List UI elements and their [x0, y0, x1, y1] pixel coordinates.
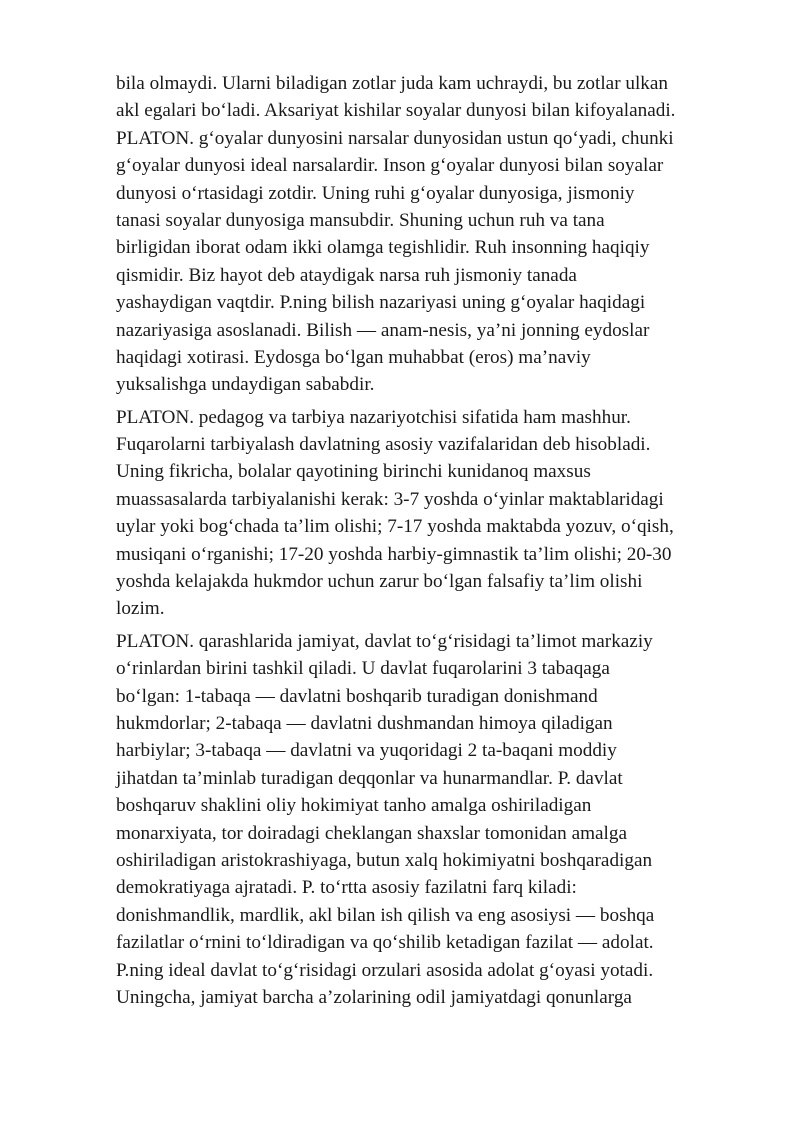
- text-line: bila olmaydi. Ularni biladigan zotlar juda kam uchraydi, bu zotlar ulkan: [116, 73, 669, 94]
- text-line: gʻoyalar dunyosi ideal narsalardir. Inson gʻoyalar dunyosi bilan soyalar: [116, 155, 664, 177]
- document-body: [116, 70, 736, 1011]
- text-line: musiqani oʻrganishi; 17-20 yoshda harbiy-gimnastik taʼlim olishi; 20-30: [116, 543, 672, 565]
- text-line: dunyosi oʻrtasidagi zotdir. Uning ruhi gʻoyalar dunyosiga, jismoniy: [116, 182, 635, 204]
- text-line: qismidir. Biz hayot deb ataydigak narsa ruh jismoniy tanada: [116, 264, 577, 286]
- text-line: PLATON. qarashlarida jamiyat, davlat toʻgʻrisidagi taʼlimot markaziy: [116, 630, 653, 652]
- text-line: monarxiyata, tor doiradagi cheklangan shaxslar tomonidan amalga: [116, 822, 627, 844]
- text-line: boshqaruv shaklini oliy hokimiyat tanho amalga oshiriladigan: [116, 795, 592, 817]
- text-line: oʻrinlardan birini tashkil qiladi. U davlat fuqarolarini 3 tabaqaga: [116, 658, 610, 680]
- text-line: PLATON. pedagog va tarbiya nazariyotchisi sifatida ham mashhur.: [116, 406, 631, 428]
- text-line: akl egalari boʻladi. Aksariyat kishilar soyalar dunyosi bilan kifoyalanadi.: [116, 100, 676, 122]
- text-line: birligidan iborat odam ikki olamga tegishlidir. Ruh insonning haqiqiy: [116, 237, 650, 259]
- paragraph-3: [116, 628, 736, 1011]
- text-line: lozim.: [116, 598, 165, 620]
- text-line: PLATON. gʻoyalar dunyosini narsalar dunyosidan ustun qoʻyadi, chunki: [116, 127, 674, 149]
- paragraph-1: [116, 70, 736, 399]
- text-line: uylar yoki bogʻchada taʼlim olishi; 7-17 yoshda maktabda yozuv, oʻqish,: [116, 516, 674, 538]
- text-line: tanasi soyalar dunyosiga mansubdir. Shuning uchun ruh va tana: [116, 209, 605, 231]
- text-line: yuksalishga undaydigan sababdir.: [116, 374, 375, 396]
- text-line: hukmdorlar; 2-tabaqa — davlatni dushmandan himoya qiladigan: [116, 712, 613, 734]
- text-line: Fuqarolarni tarbiyalash davlatning asosiy vazifalaridan deb hisobladi.: [116, 434, 651, 456]
- text-line: jihatdan taʼminlab turadigan deqqonlar va hunarmandlar. P. davlat: [116, 767, 623, 789]
- text-line: nazariyasiga asoslanadi. Bilish — anam-nesis, yaʼni jonning eydoslar: [116, 319, 650, 341]
- text-line: Uningcha, jamiyat barcha aʼzolarining odil jamiyatdagi qonunlarga: [116, 986, 632, 1008]
- text-line: Uning fikricha, bolalar qayotining birinchi kunidanoq maxsus: [116, 461, 591, 483]
- text-line: oshiriladigan aristokrashiyaga, butun xalq hokimiyatni boshqaradigan: [116, 849, 653, 871]
- paragraph-2: [116, 404, 736, 623]
- text-line: P.ning ideal davlat toʻgʻrisidagi orzulari asosida adolat gʻoyasi yotadi.: [116, 959, 654, 981]
- text-line: yoshda kelajakda hukmdor uchun zarur boʻlgan falsafiy taʼlim olishi: [116, 571, 643, 593]
- text-line: haqidagi xotirasi. Eydosga boʻlgan muhabbat (eros) maʼnaviy: [116, 346, 591, 368]
- text-line: fazilatlar oʻrnini toʻldiradigan va qoʻshilib ketadigan fazilat — adolat.: [116, 932, 654, 954]
- text-line: boʻlgan: 1-tabaqa — davlatni boshqarib turadigan donishmand: [116, 685, 598, 707]
- text-line: yashaydigan vaqtdir. P.ning bilish nazariyasi uning gʻoyalar haqidagi: [116, 292, 646, 314]
- text-line: donishmandlik, mardlik, akl bilan ish qilish va eng asosiysi — boshqa: [116, 904, 655, 926]
- text-line: harbiylar; 3-tabaqa — davlatni va yuqoridagi 2 ta-baqani moddiy: [116, 740, 617, 762]
- text-line: muassasalarda tarbiyalanishi kerak: 3-7 yoshda oʻyinlar maktablaridagi: [116, 488, 664, 510]
- text-line: demokratiyaga ajratadi. P. toʻrtta asosiy fazilatni farq kiladi:: [116, 877, 577, 899]
